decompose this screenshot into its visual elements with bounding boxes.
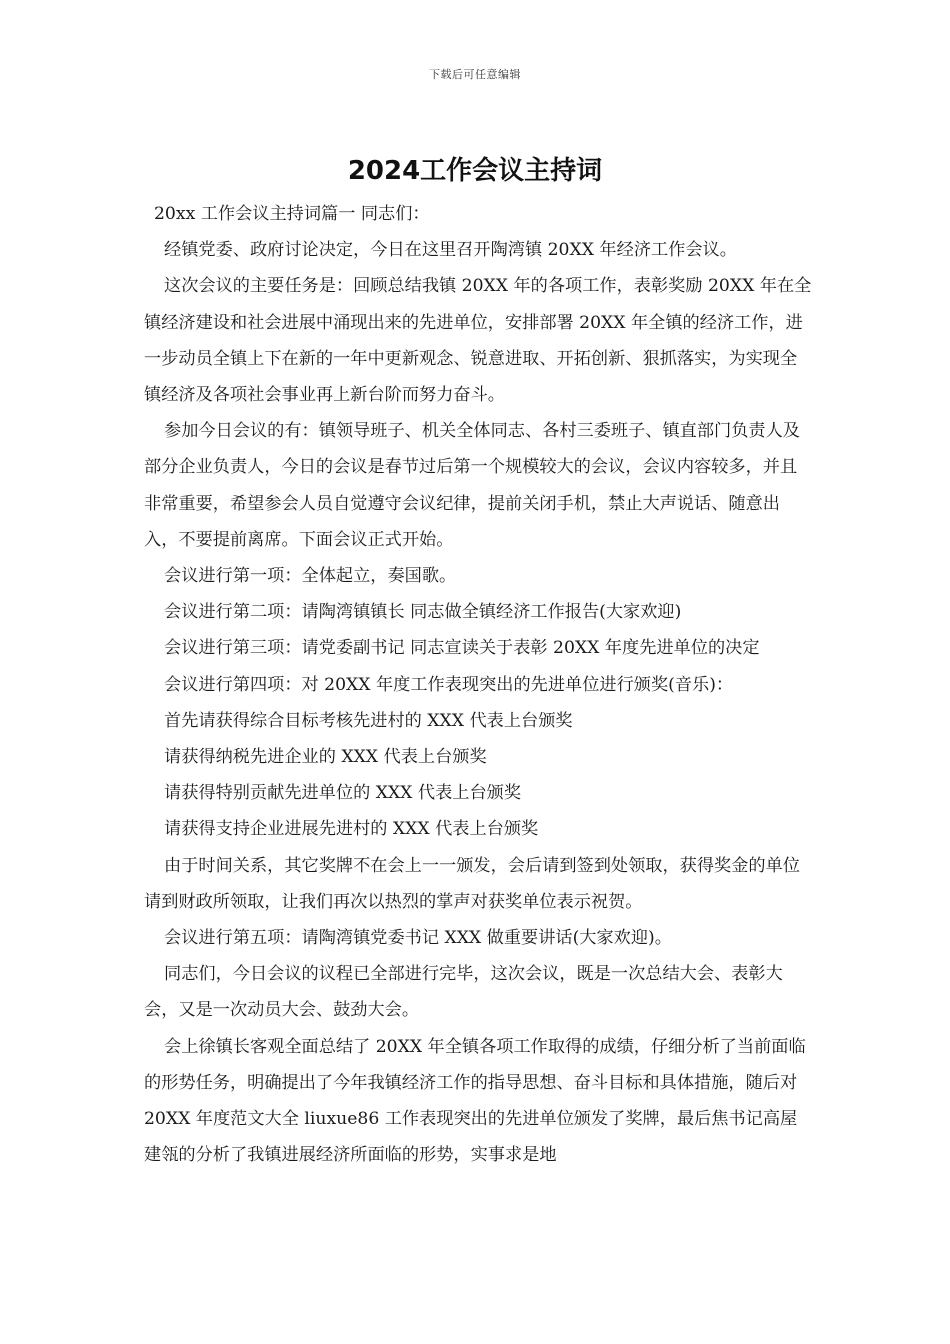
paragraph: 会议进行第四项：对 20XX 年度工作表现突出的先进单位进行颁奖(音乐)： — [164, 674, 734, 695]
paragraph: 会议进行第二项：请陶湾镇镇长 同志做全镇经济工作报告(大家欢迎) — [164, 602, 682, 623]
paragraph: 会议进行第五项：请陶湾镇党委书记 XXX 做重要讲话(大家欢迎)。 — [164, 928, 672, 949]
paragraph: 请获得纳税先进企业的 XXX 代表上台颁奖 — [164, 747, 487, 768]
paragraph: 会议进行第三项：请党委副书记 同志宣读关于表彰 20XX 年度先进单位的决定 — [164, 638, 760, 659]
paragraph: 由于时间关系，其它奖牌不在会上一一颁发，会后请到签到处领取，获得奖金的单位请到财政所领取，让我们再次以热烈的掌声对获奖单位表示祝贺。 — [144, 855, 800, 912]
paragraph: 会议进行第一项：全体起立，奏国歌。 — [164, 566, 457, 587]
paragraph: 请获得特别贡献先进单位的 XXX 代表上台颁奖 — [164, 783, 522, 804]
paragraph: 同志们，今日会议的议程已全部进行完毕，这次会议，既是一次总结大会、表彰大会，又是一次动员大会、鼓劲大会。 — [144, 964, 783, 1021]
paragraph: 经镇党委、政府讨论决定，今日在这里召开陶湾镇 20XX 年经济工作会议。 — [164, 240, 737, 261]
header-note: 下载后可任意编辑 — [429, 68, 521, 81]
paragraph: 首先请获得综合目标考核先进村的 XXX 代表上台颁奖 — [164, 710, 573, 731]
paragraph: 请获得支持企业进展先进村的 XXX 代表上台颁奖 — [164, 819, 539, 840]
document-body — [144, 196, 814, 1173]
paragraph: 20xx 工作会议主持词篇一 同志们： — [154, 204, 430, 224]
paragraph: 参加今日会议的有：镇领导班子、机关全体同志、各村三委班子、镇直部门负责人及部分企业负责人，今日的会议是春节过后第一个规模较大的会议，会议内容较多，并且非常重要，希望参会人员自觉遵守会议纪律，提前关闭手机，禁止大声说话、随意出入，不要提前离席。下面会议正式开始。 — [144, 421, 800, 550]
paragraph: 这次会议的主要任务是：回顾总结我镇 20XX 年的各项工作，表彰奖励 20XX 年在全镇经济建设和社会进展中涌现出来的先进单位，安排部署 20XX 年全镇的经济工作，进一步动员全镇上下在新的一年中更新观念、锐意进取、开拓创新、狠抓落实，为实现全镇经济及各项社会事业再上新台阶而努力奋斗。 — [144, 276, 812, 406]
paragraph: 会上徐镇长客观全面总结了 20XX 年全镇各项工作取得的成绩，仔细分析了当前面临的形势任务，明确提出了今年我镇经济工作的指导思想、奋斗目标和具体措施，随后对 20XX 年度范文大全 liuxue86 工作表现突出的先进单位颁发了奖牌，最后焦书记高屋建瓴的分析了我镇进展经济所面临的形势，实事求是地 — [144, 1036, 806, 1166]
document-title: 2024工作会议主持词 — [347, 156, 603, 186]
